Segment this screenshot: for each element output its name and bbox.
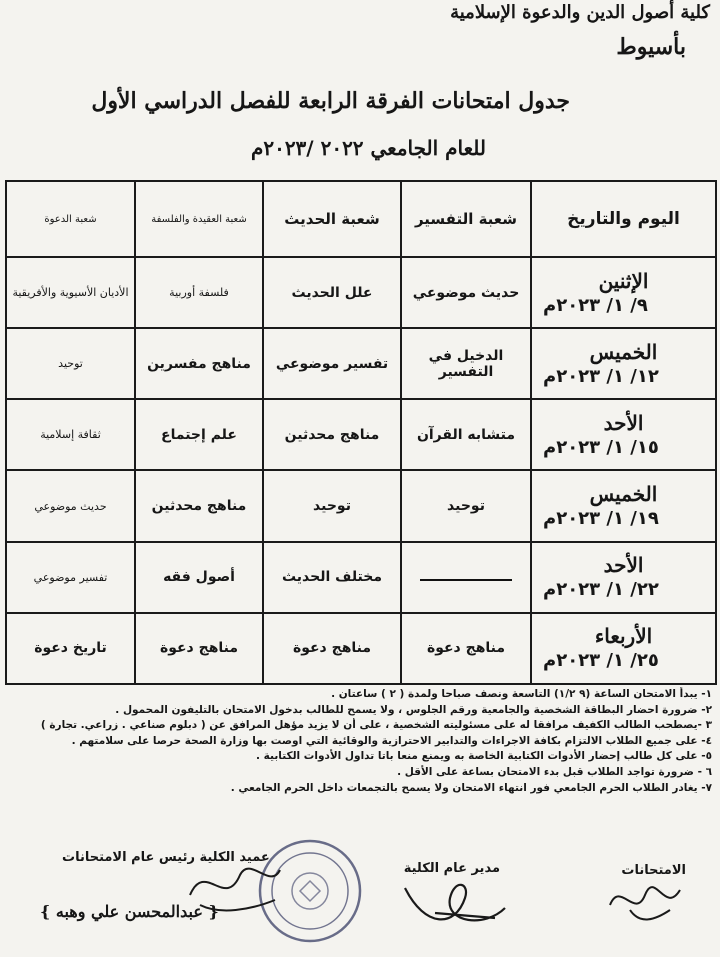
day-name: الأربعاء [594,624,653,649]
note-item: ٧- يغادر الطلاب الحرم الجامعي فور انتهاء الامتحان ولا يسمح بالتجمعات داخل الحرم الجامعي . [230,781,712,794]
exam-notes [8,687,712,796]
note-item: ١- يبدأ الامتحان الساعة (٩ ١/٢) التاسعة ونصف صباحا ولمدة ( ٢ ) ساعتان . [331,688,712,700]
note-item: ٦ - ضرورة تواجد الطلاب قبل بدء الامتحان بساعة على الأقل . [397,765,712,778]
header-dawa: شعبة الدعوة [6,181,135,257]
hadith-cell: مناهج دعوة [263,613,401,684]
note-item: ٥- على كل طالب إحضار الأدوات الكتابية الخاصة به ويمنع منعا باتا تداول الأدوات الكتابية . [256,750,712,763]
tafsir-cell: مناهج دعوة [401,613,531,684]
dawa-cell: حديث موضوعي [6,470,135,541]
aqeeda-cell: فلسفة أوربية [135,257,263,328]
header-day-date: اليوم والتاريخ [531,181,716,257]
day-date-cell [531,542,716,613]
dawa-cell: الأديان الأسيوية والأفريقية [6,257,135,328]
director-signature-scribble-icon [395,868,515,938]
faculty-name: كلية أصول الدين والدعوة الإسلامية [450,2,710,23]
hadith-cell: مناهج محدثين [263,399,401,470]
day-date-cell [531,257,716,328]
table-row [6,257,716,328]
day-date-cell [531,613,716,684]
day-name: الإثنين [598,268,649,293]
aqeeda-cell: مناهج محدثين [135,470,263,541]
exam-date: ٩/ ١/ ٢٠٢٣م [543,294,648,316]
table-row [6,470,716,541]
table-row [6,328,716,399]
day-name: الأحد [603,410,644,435]
day-date-cell [531,399,716,470]
exam-date: ١٩/ ١/ ٢٠٢٣م [543,508,659,530]
dean-signature-label: عميد الكلية رئيس عام الامتحانات [62,850,270,865]
exam-date: ٢٥/ ١/ ٢٠٢٣م [543,650,659,672]
tafsir-cell-empty [401,542,531,613]
dawa-cell: تفسير موضوعي [6,542,135,613]
academic-year: للعام الجامعي ٢٠٢٢ /٢٠٢٣م [250,136,486,160]
header-hadith: شعبة الحديث [263,181,401,257]
hadith-cell: علل الحديث [263,257,401,328]
exam-date: ٢٢/ ١/ ٢٠٢٣م [543,579,659,601]
aqeeda-cell: مناهج دعوة [135,613,263,684]
exam-schedule-table [5,180,717,685]
table-row [6,542,716,613]
dean-name: { عبدالمحسن علي وهبه } [40,902,219,921]
tafsir-cell: توحيد [401,470,531,541]
hadith-cell: توحيد [263,470,401,541]
day-date-cell [531,470,716,541]
director-signature-label: مدير عام الكلية [403,861,500,876]
note-item: ٤- على جميع الطلاب الالتزام بكافة الاجراءات والتدابير الاحترازية والوقائية التي اوصت بها وزارة الصحة حرصا على سلامتهم . [71,734,712,747]
table-header-row [6,181,716,257]
page-title: جدول امتحانات الفرقة الرابعة للفصل الدراسي الأول [91,88,570,114]
exam-date: ١٥/ ١/ ٢٠٢٣م [543,436,659,458]
exams-signature-label: الامتحانات [621,863,686,878]
faculty-city: بأسيوط [616,34,686,60]
table-row [6,613,716,684]
note-item: ٢- ضرورة احضار البطاقة الشخصية والجامعية ورقم الجلوس ، ولا يسمح للطالب بدخول الامتحان بالتليفون المحمول . [115,703,712,716]
header-tafsir: شعبة التفسير [401,181,531,257]
exam-date: ١٢/ ١/ ٢٠٢٣م [543,365,659,387]
dawa-cell: توحيد [6,328,135,399]
exams-signature-scribble-icon [600,870,690,930]
day-name: الأحد [603,553,644,578]
day-name: الخميس [589,339,658,364]
header-aqeeda: شعبة العقيدة والفلسفة [135,181,263,257]
hadith-cell: تفسير موضوعي [263,328,401,399]
aqeeda-cell: مناهج مفسرين [135,328,263,399]
empty-dash [420,578,512,581]
note-item: ٣ -يصطحب الطالب الكفيف مرافقا له على مسئوليته الشخصية ، على أن لا يزيد مؤهل المرافق عن ( دبلوم صناعي . زراعي. تجارة ) [40,719,712,732]
day-date-cell [531,328,716,399]
dean-signature-scribble-icon [180,850,290,920]
aqeeda-cell: علم إجتماع [135,399,263,470]
tafsir-cell: متشابه القرآن [401,399,531,470]
table-row [6,399,716,470]
tafsir-cell: الدخيل في التفسير [401,328,531,399]
dawa-cell: تاريخ دعوة [6,613,135,684]
hadith-cell: مختلف الحديث [263,542,401,613]
day-name: الخميس [589,482,658,507]
aqeeda-cell: أصول فقه [135,542,263,613]
dawa-cell: ثقافة إسلامية [6,399,135,470]
tafsir-cell: حديث موضوعي [401,257,531,328]
